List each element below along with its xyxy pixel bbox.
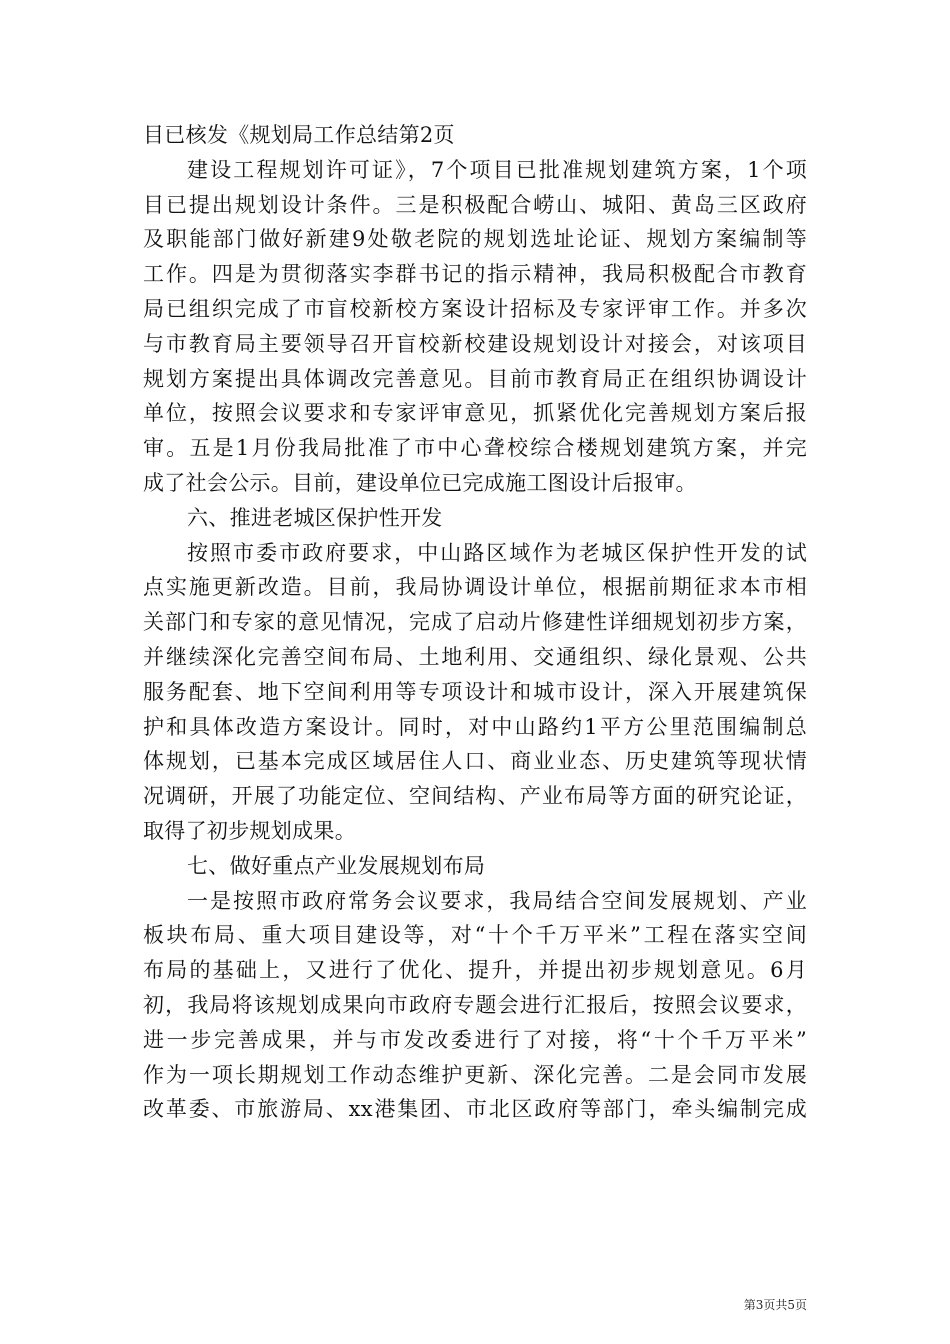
text-line: 改革委、市旅游局、xx港集团、市北区政府等部门，牵头编制完成 [143,1097,807,1122]
text-line: 板块布局、重大项目建设等，对“十个千万平米”工程在落实空间 [143,923,807,948]
text-line: 工作。四是为贯彻落实李群书记的指示精神，我局积极配合市教育 [143,262,807,287]
text-line: 按照市委市政府要求，中山路区域作为老城区保护性开发的试 [187,540,807,565]
text-line: 点实施更新改造。目前，我局协调设计单位，根据前期征求本市相 [143,575,807,600]
text-line: 作为一项长期规划工作动态维护更新、深化完善。二是会同市发展 [143,1062,807,1087]
text-line: 初，我局将该规划成果向市政府专题会进行汇报后，按照会议要求， [143,992,807,1017]
text-line: 及职能部门做好新建9处敬老院的规划选址论证、规划方案编制等 [143,227,807,252]
text-line: 单位，按照会议要求和专家评审意见，抓紧优化完善规划方案后报 [143,401,807,426]
text-line: 并继续深化完善空间布局、土地利用、交通组织、绿化景观、公共 [143,644,807,669]
text-line: 进一步完善成果，并与市发改委进行了对接，将“十个千万平米” [143,1027,807,1052]
section-heading: 六、推进老城区保护性开发 [187,505,443,530]
text-line: 况调研，开展了功能定位、空间结构、产业布局等方面的研究论证， [143,784,807,809]
text-line: 取得了初步规划成果。 [143,818,356,843]
text-line: 一是按照市政府常务会议要求，我局结合空间发展规划、产业 [187,888,807,913]
text-line: 局已组织完成了市盲校新校方案设计招标及专家评审工作。并多次 [143,296,807,321]
text-line: 关部门和专家的意见情况，完成了启动片修建性详细规划初步方案， [143,610,807,635]
document-body [143,118,807,1127]
page-number: 第3页共5页 [743,1298,807,1312]
text-line: 护和具体改造方案设计。同时，对中山路约1平方公里范围编制总 [143,714,807,739]
text-line: 目已提出规划设计条件。三是积极配合崂山、城阳、黄岛三区政府 [143,192,807,217]
text-line: 服务配套、地下空间利用等专项设计和城市设计，深入开展建筑保 [143,679,807,704]
text-line: 成了社会公示。目前，建设单位已完成施工图设计后报审。 [143,470,697,495]
text-line: 目已核发《规划局工作总结第2页 [143,123,455,147]
text-line: 审。五是1月份我局批准了市中心聋校综合楼规划建筑方案，并完 [143,436,807,461]
text-line: 体规划，已基本完成区域居住人口、商业业态、历史建筑等现状情 [143,749,807,774]
text-line: 布局的基础上，又进行了优化、提升，并提出初步规划意见。6月 [143,958,807,983]
text-line: 规划方案提出具体调改完善意见。目前市教育局正在组织协调设计 [143,366,807,391]
section-heading: 七、做好重点产业发展规划布局 [187,853,486,878]
text-line: 建设工程规划许可证》，7个项目已批准规划建筑方案，1个项 [187,157,807,182]
text-line: 与市教育局主要领导召开盲校新校建设规划设计对接会，对该项目 [143,331,807,356]
